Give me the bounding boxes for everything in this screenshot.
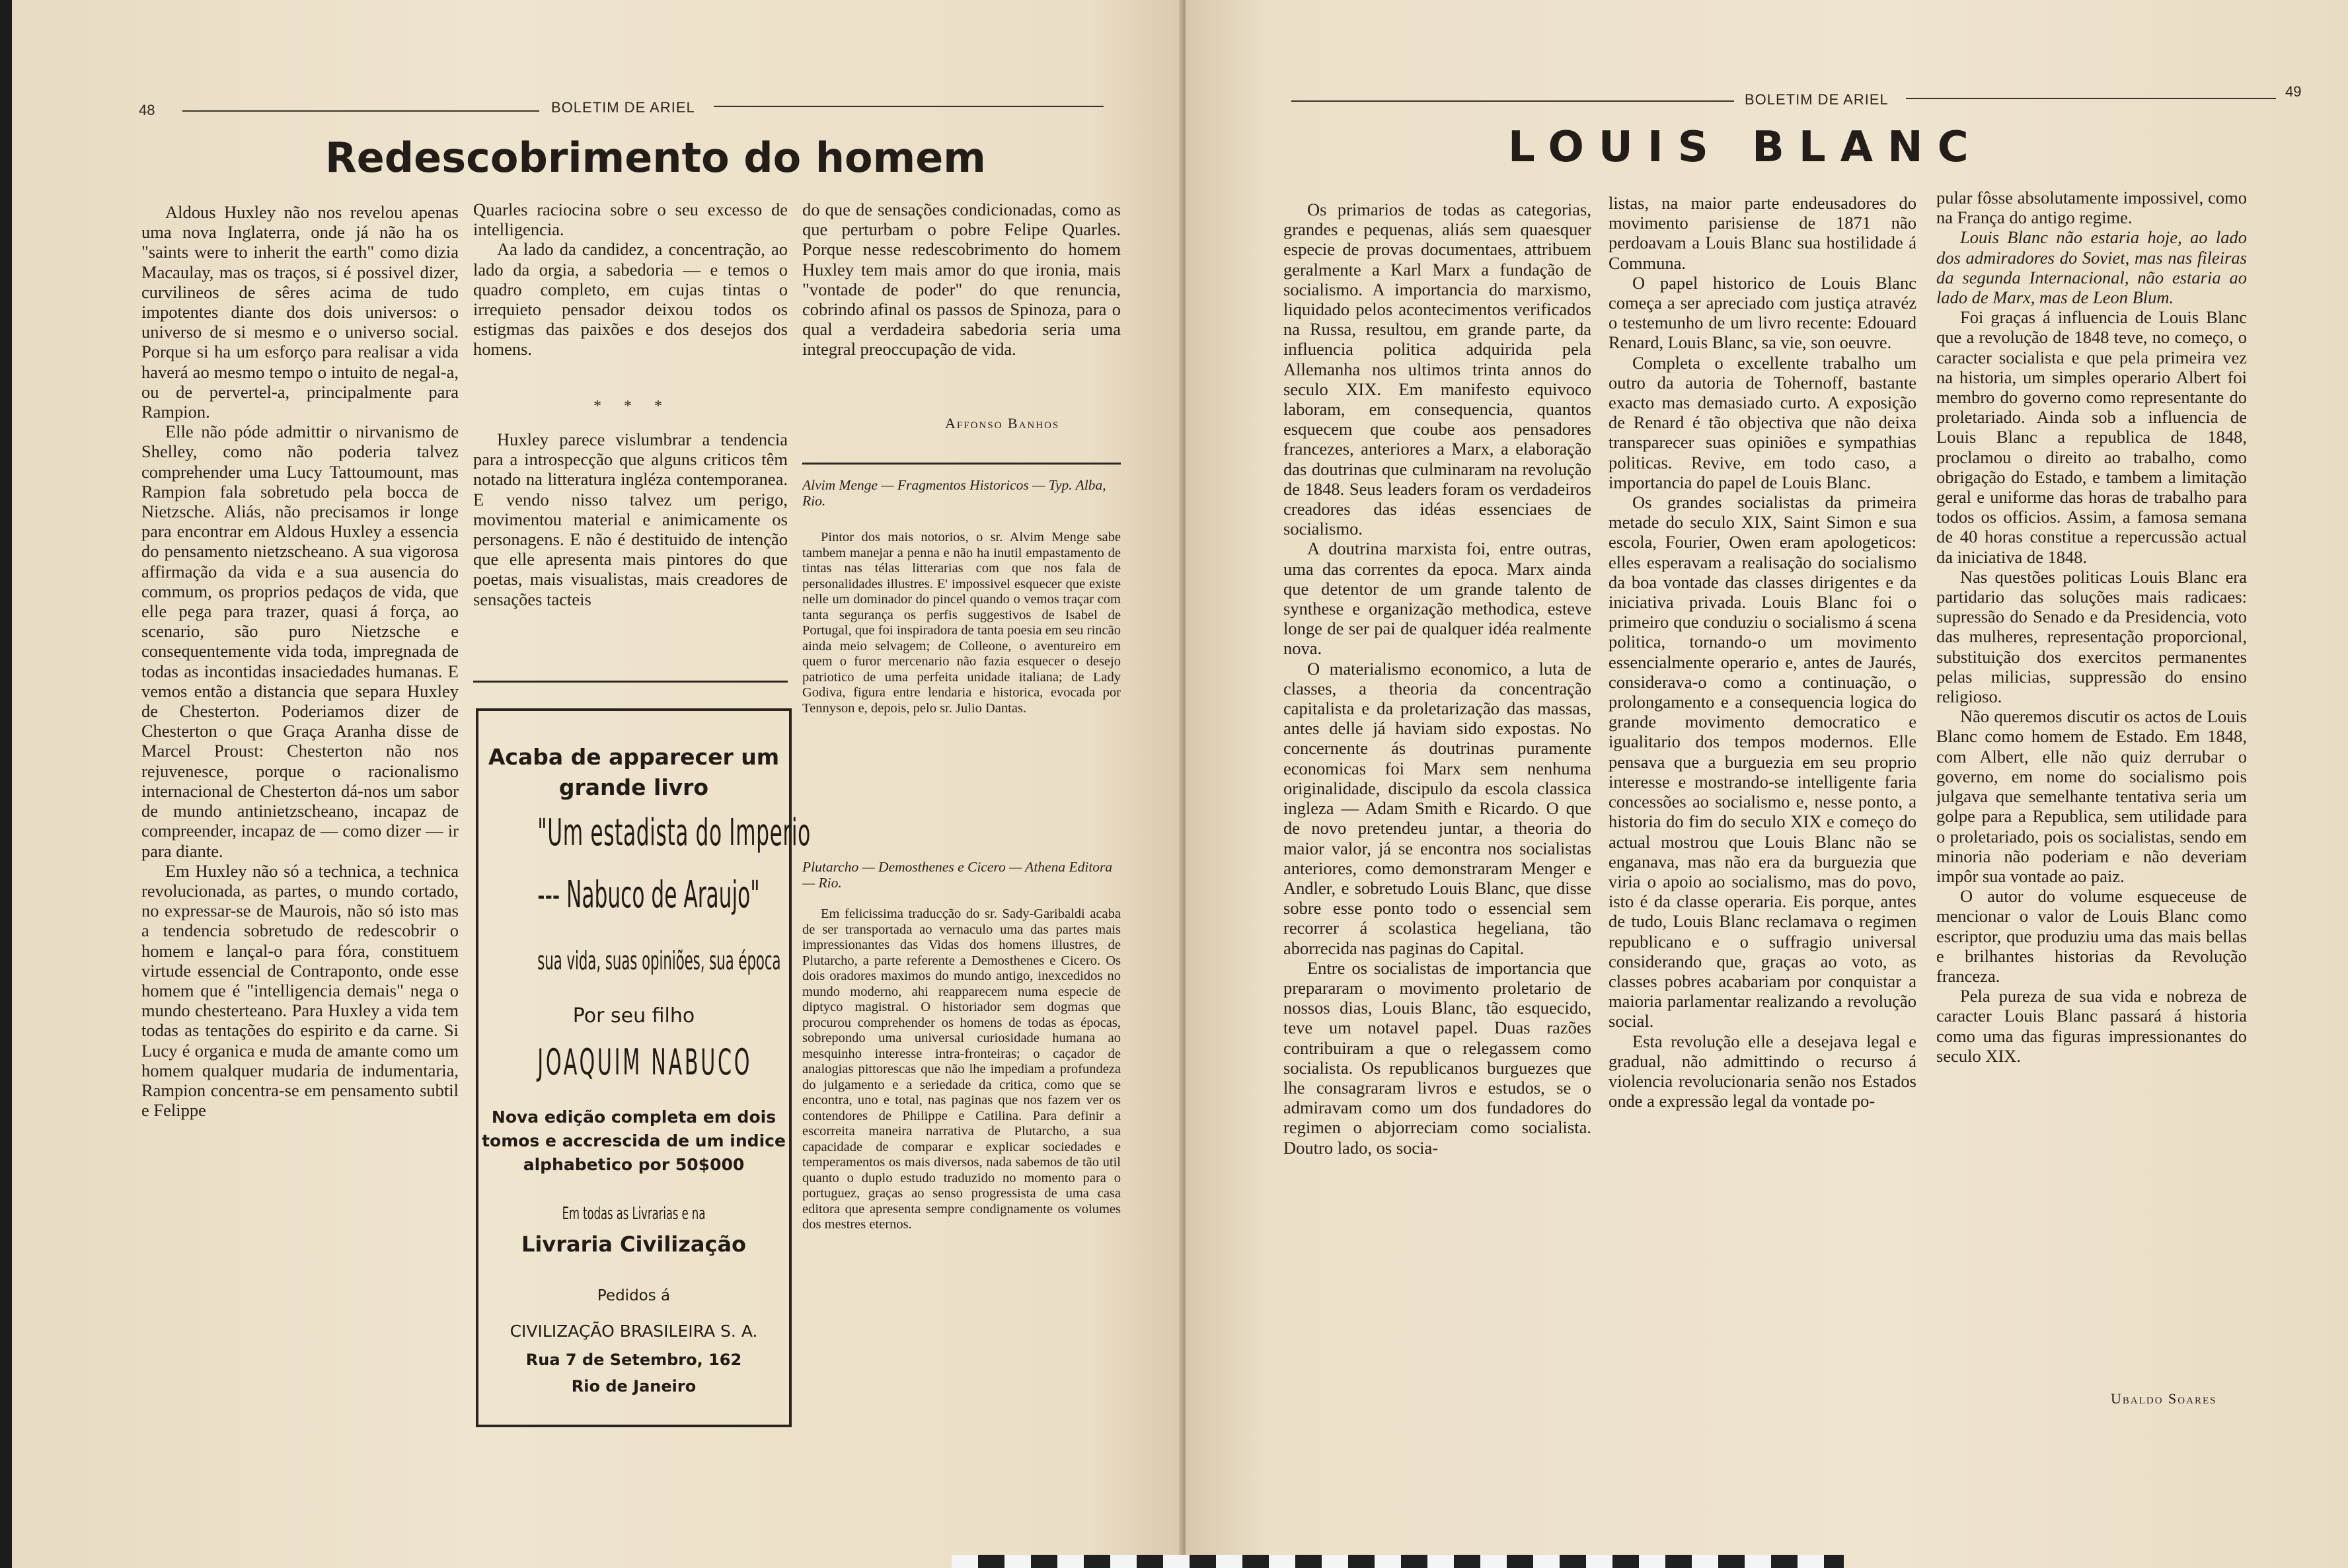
ad-line: Em todas as Livrarias e na [562,1204,706,1224]
paragraph: Não queremos discutir os actos de Louis Blanc como homem de Estado. Em 1848, com Albert, elle não quiz derrubar o governo, em nome do socialismo pois julgava que semelhante tentativa seria um golpe para a Republica, sem utilidade para o proletariado, pois os socialistas, sendo em minoria não poderiam e não deveriam impôr sua vontade ao paiz. [1936,706,2247,886]
left-page [12,0,1183,1568]
ad-address: Rua 7 de Setembro, 162 [525,1351,742,1369]
ad-line: Acaba de apparecer um [488,744,780,770]
page-number: 49 [2285,83,2302,100]
ad-store-name: Livraria Civilização [521,1232,747,1257]
page-number: 48 [139,102,155,118]
paragraph: Aldous Huxley não nos revelou apenas uma nova Inglaterra, onde já não ha os "saints were to inherit the earth" como dizia Macaulay, mas os traços, si é possivel dizer, curvilineos de sêres acima de tudo impotentes diante dos dois universos: o universo de si mesmo e o universo social. Porque si ha um esforço para realisar a vida haverá ao mesmo tempo o intuito de negal-a, ou de pervertel-a, principalmente para Rampion. [141,202,459,422]
article-column-1 [141,202,459,1444]
paragraph: Foi graças á influencia de Louis Blanc que a revolução de 1848 teve, no começo, o caracter socialista e que pela primeira vez na historia, um simples operario Albert foi membro do governo como representante do proletariado. Ainda sob a influencia de Louis Blanc a republica de 1848, proclamou o direito ao trabalho, como obrigação do Estado, e tambem a limitação geral e uniforme das horas de trabalho para todos os officios. Assim, a famosa semana de 40 horas constitue a repercussão actual da iniciativa de 1848. [1936,307,2247,567]
magazine-spread [12,0,2348,1568]
paragraph: Os grandes socialistas da primeira metade do seculo XIX, Saint Simon e sua escola, Fourier, Owen eram apologeticos: elles esperavam a realisação do socialismo da boa vontade das classes dirigentes e da iniciativa privada. Louis Blanc foi o primeiro que conduziu o socialismo á scena politica, tornando-o um movimento essencialmente operario e, antes de Jaurés, considerava-o como a continuação, o prolongamento e a consequencia logica do grande movimento democratico e igualitario dos tempos modernos. Elle pensava que a burguezia em seu proprio interesse e mostrando-se intelligente faria concessões ao socialismo e, nesse ponto, a historia do fim do seculo XIX e começo do actual mostrou que Louis Blanc não se enganava, mas não era da burguezia que viria o apoio ao socialismo, mas do povo, isto é da classe operaria. Eis porque, antes de tudo, Louis Blanc reclamava o regimen republicano e o suffragio universal considerando que, graças ao voto, as classes pobres acabariam por conquistar a maioria parlamentar realizando a revolução social. [1609,492,1916,1031]
column-divider [473,681,788,683]
paragraph: Pela pureza de sua vida e nobreza de caracter Louis Blanc passará á historia como uma das figuras impressionantes do seculo XIX. [1936,986,2247,1066]
ad-city: Rio de Janeiro [571,1377,697,1396]
ad-line: Nova edição completa em dois [491,1107,776,1127]
ad-book-title: "Um estadista do Imperio [537,811,811,854]
column-divider [802,463,1121,465]
paragraph: Em felicissima traducção do sr. Sady-Garibaldi acaba de ser transportada ao vernaculo uma das partes mais impressionantes das Vidas dos homens illustres, de Plutarcho, a parte referente a Demosthenes e Cicero. Os dois oradores maximos do mundo antigo, inexcedidos no mundo moderno, ahi reapparecem numa especie de diptyco magistral. O historiador sem dogmas que procurou comprehender os homens de todas as épocas, sobrepondo uma universal curiosidade humana ao mesquinho interesse intra-fronteiras; o caçador de analogias pittorescas que não lhe impediam a profundeza do julgamento e a seriedade da critica, como que se encontra, uno e total, nas paginas que nos fazem ver os contendores de Philippe e Catilina. Para definir a escorreita maneira narrativa de Plutarcho, a sua capacidade de comparar e explicar sociedades e temperamentos os mais diversos, nada sabemos de tão util quanto o duplo estudo traduzido no momento para o portuguez, graças ao senso progressista de uma casa editora que apresenta sempre condignamente os volumes dos mestres eternos. [802,907,1121,1232]
article-column-1 [1283,200,1591,1429]
running-head: BOLETIM DE ARIEL [551,99,695,116]
paragraph: Esta revolução elle a desejava legal e gradual, não admittindo o recurso á violencia revolucionaria senão nos Estados onde a expressão legal da vontade po- [1609,1031,1916,1111]
book-review [802,907,1121,1426]
article-column-2 [1609,193,1916,1430]
paragraph: Quarles raciocina sobre o seu excesso de intelligencia. [473,200,788,240]
review-heading: Alvim Menge — Fragmentos Historicos — Typ. Alba, Rio. [802,477,1106,509]
author-signature: Affonso Banhos [945,415,1060,431]
article-column-3 [802,200,1121,403]
paragraph: A doutrina marxista foi, entre outras, uma das correntes da epoca. Marx ainda que detentor de um grande talento de synthese e organização methodica, esteve longe de ser pai de qualquer idéa realmente nova. [1283,539,1591,659]
ad-author: JOAQUIM NABUCO [537,1041,753,1083]
paragraph: Os primarios de todas as categorias, grandes e pequenas, aliás sem quaesquer especie de provas documentaes, attribuem geralmente a Karl Marx a fundação de socialismo. A importancia do marxismo, liquidado pelos acontecimentos verificados na Russa, resultou, em grande parte, da influencia politica adquirida pela Allemanha nos ultimos trinta annos do seculo XIX. Em manifesto equivoco laboram, em consequencia, quantos esquecem que coube aos pensadores francezes, anteriores a Marx, a elaboração das doutrinas que culminaram na revolução de 1848. Seus leaders foram os verdadeiros creadores das idéas essenciaes de socialismo. [1283,200,1591,539]
paragraph: Louis Blanc não estaria hoje, ao lado dos admiradores do Soviet, mas nas fileiras da segunda Internacional, não estaria ao lado de Marx, mas de Leon Blum. [1936,227,2247,308]
review-heading: Plutarcho — Demosthenes e Cicero — Athena Editora — Rio. [802,859,1113,891]
paragraph: Elle não póde admittir o nirvanismo de Shelley, como não poderia talvez comprehender uma Lucy Tattoumount, mas Rampion fala sobretudo pela bocca de Nietzsche. Aliás, não precisamos ir longe para encontrar em Aldous Huxley a essencia do pensamento nietzscheano. A sua vigorosa affirmação da vida e a sua ausencia do commum, os proprios pedaços de vida, que elle pega para trazer, quasi á força, ao scenario, são puro Nietzsche e consequentemente vida toda, impregnada de todas as incontidas insaciedades humanas. E vemos então a distancia que separa Huxley de Chesterton. Poderiamos dizer de Chesterton o que Graça Aranha disse de Marcel Proust: Chesterton não nos rejuvenesce, porque o racionalismo internacional de Chesterton dá-nos um sabor de mundo antinietzscheano, incapaz de compreender, incapaz de — como dizer — ir para diante. [141,422,459,861]
paragraph: Aa lado da candidez, a concentração, ao lado da orgia, a sabedoria — e temos o quadro completo, em cujas tintas o irrequieto pensador deixou todos os estigmas das paixões e dos desejos dos homens. [473,239,788,359]
author-signature: Ubaldo Soares [2111,1390,2217,1407]
paragraph: O papel historico de Louis Blanc começa a ser apreciado com justiça atravéz o testemunho de um livro recente: Edouard Renard, Louis Blanc, sa vie, son oeuvre. [1609,272,1916,353]
ad-line: Pedidos á [597,1287,671,1304]
paragraph: do que de sensações condicionadas, como as que perturbam o pobre Felipe Quarles. Porque nesse redescobrimento do homem Huxley tem mais amor do que ironia, mais "vontade de poder" do que renuncia, cobrindo afinal os passos de Spinoza, para o qual a verdadeira sabedoria seria uma integral preoccupação de vida. [802,200,1121,359]
paragraph: Entre os socialistas de importancia que prepararam o movimento proletario de nossos dias, Louis Blanc, tão esquecido, teve um notavel papel. Duas razões contribuiram a que o relegassem como socialista. Os republicanos burguezes que lhe consagraram livros e estudos, se o admiravam como um dos fundadores do regimen o abjorreciam como socialista. Doutro lado, os socia- [1283,957,1591,1158]
ad-line: grande livro [558,774,709,800]
ad-line: Por seu filho [572,1004,695,1027]
paragraph: O materialismo economico, a luta de classes, a theoria da concentração capitalista e da proletarização das massas, antes delle já haviam sido expostas. No concernente ás doutrinas puramente economicas foi Marx sem nenhuma originalidade, discipulo da escola classica ingleza — Adam Smith e Ricardo. O que de novo pretendeu juntar, a theoria do maior valor, já se encontra nos socialistas anteriores, como demonstraram Menger e Andler, e sobretudo Louis Blanc, que disse sobre esse ponto todo o essencial sem recorrer á scolastica hegeliana, tão aborrecida nas paginas do Capital. [1283,658,1591,958]
paragraph: Em Huxley não só a technica, a technica revolucionada, as partes, o mundo cortado, no expressar-se de Maurois, não só isto mas a tendencia sobretudo de redescobrir o homem e lançal-o para fóra, constituem virtude essencial de Contraponto, onde esse homem que é "intelligencia demais" nega o mundo chesterteano. Para Huxley a vida tem todas as tentações do espirito e da carne. Si Lucy é organica e muda de amante como um homem qualquer mudaria de indumentaria, Rampion concentra-se em pensamento subtil e Felippe [141,860,459,1121]
ad-subtitle: sua vida, suas opiniões, sua época [537,946,781,975]
header-rule [182,110,539,112]
color-calibration-strip [952,1555,1844,1568]
ad-line: tomos e accrescida de um indice [482,1131,786,1150]
paragraph: Completa o excellente trabalho um outro da autoria de Tohernoff, bastante exacto mas demasiado curto. A exposição de Renard é tão objectiva que não deixa transparecer suas opiniões e sympathias politicas. Revive, em todo caso, a importancia do papel de Louis Blanc. [1609,352,1916,492]
paragraph: O autor do volume esqueceuse de mencionar o valor de Louis Blanc como escriptor, que produziu uma das mais bellas e brilhantes historias da Revolução franceza. [1936,886,2247,986]
ad-book-title: --- Nabuco de Araujo" [537,874,760,916]
header-rule [1906,98,2276,99]
header-rule [714,106,1104,107]
article-column-3 [1936,188,2247,1377]
article-title: LOUIS BLANC [1508,123,1983,172]
section-break: * * * [593,398,671,415]
book-review [802,530,1121,855]
article-column-2 [473,200,788,398]
paragraph: Nas questões politicas Louis Blanc era partidario das soluções mais radicaes: supressão do Senado e da Presidencia, voto das mulheres, representação proporcional, substituição dos exercitos permanentes pelas milicias, suppressão do ensino religioso. [1936,566,2247,707]
book-advertisement [476,708,811,1427]
article-title: Redescobrimento do homem [325,133,986,182]
running-head: BOLETIM DE ARIEL [1745,91,1889,108]
paragraph: listas, na maior parte endeusadores do movimento parisiense de 1871 não perdoavam a Louis Blanc sua hostilidade á Communa. [1609,193,1916,273]
ad-line: alphabetico por 50$000 [523,1155,745,1174]
paragraph: pular fôsse absolutamente impossivel, como na França do antigo regime. [1936,188,2247,228]
paragraph: Huxley parece vislumbrar a tendencia para a introspecção que alguns criticos têm notado na litteratura ingléza contemporanea. E vendo nisso talvez um perigo, movimentou material e animicamente os personagens. E não é destituido de intenção que elle apresenta mais pintores do que poetas, mais visualistas, mais creadores de sensações tacteis [473,429,788,609]
right-page [1186,0,2348,1568]
ad-publisher: CIVILIZAÇÃO BRASILEIRA S. A. [510,1322,758,1341]
header-rule [1291,100,1734,102]
paragraph: Pintor dos mais notorios, o sr. Alvim Menge sabe tambem manejar a penna e não ha inutil empastamento de tintas nas télas litterarias com que nos fala de personalidades illustres. E' impossivel esquecer que existe nelle um dominador do pincel quando o vemos traçar com tanta segurança os perfis suggestivos de Isabel de Portugal, que foi inspiradora de tanta poesia em seu rincão ainda meio selvagem; de Colleone, o aventureiro em quem o furor mercenario não fazia esquecer o desejo patriotico de uma perfeita unidade italiana; de Lady Godiva, figura entre lendaria e historica, evocada por Tennyson e, depois, pelo sr. Julio Dantas. [802,530,1121,716]
article-column-2-continued [473,429,788,674]
